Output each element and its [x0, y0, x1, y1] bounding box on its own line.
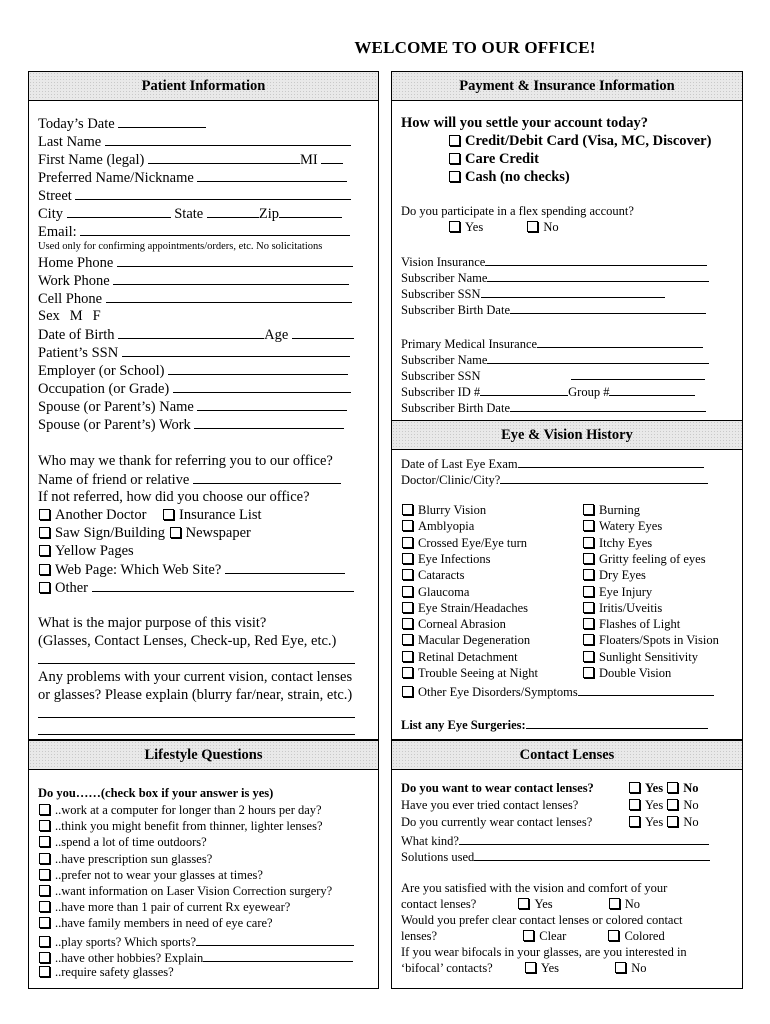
cash-checkbox[interactable]: Cash (no checks): [448, 168, 570, 186]
eye-vision-history-header: Eye & Vision History: [392, 420, 742, 450]
payment-insurance-header: Payment & Insurance Information: [392, 72, 742, 101]
referral-options-row-2: [38, 524, 251, 542]
lifestyle-item-checkbox[interactable]: ..spend a lot of time outdoors?: [38, 834, 207, 850]
newspaper-checkbox[interactable]: Newspaper: [169, 525, 251, 541]
cell-phone-field[interactable]: Cell Phone: [38, 289, 352, 308]
vision-subscriber-name-field[interactable]: Subscriber Name: [401, 268, 709, 286]
email-field[interactable]: Email:: [38, 222, 350, 241]
satisfied-question-1: Are you satisfied with the vision and comfort of your: [401, 881, 668, 895]
eye-symptom-checkbox[interactable]: Blurry Vision: [401, 502, 486, 518]
friend-name-field[interactable]: Name of friend or relative: [38, 470, 341, 489]
bifocal-yes-checkbox[interactable]: Yes: [524, 961, 559, 975]
patient-information-panel: [28, 71, 379, 740]
tried-contacts-yes-checkbox[interactable]: Yes: [628, 798, 663, 812]
medical-subscriber-birth-date-field[interactable]: Subscriber Birth Date: [401, 398, 706, 416]
saw-sign-checkbox[interactable]: Saw Sign/Building: [38, 525, 165, 541]
eye-symptom-checkbox[interactable]: Eye Infections: [401, 551, 491, 567]
current-contacts-answer: [628, 814, 699, 830]
lifestyle-item-checkbox[interactable]: ..think you might benefit from thinner, lighter lenses?: [38, 818, 323, 834]
doctor-clinic-field[interactable]: Doctor/Clinic/City?: [401, 470, 708, 488]
satisfied-yes-checkbox[interactable]: Yes: [517, 897, 552, 911]
web-page-checkbox[interactable]: Web Page: Which Web Site?: [38, 560, 345, 579]
other-eye-disorders-checkbox[interactable]: Other Eye Disorders/Symptoms: [401, 682, 714, 700]
subscriber-id-field[interactable]: Subscriber ID # Group #: [401, 382, 695, 400]
eye-symptom-checkbox[interactable]: Glaucoma: [401, 584, 469, 600]
spouse-work-field[interactable]: Spouse (or Parent’s) Work: [38, 415, 344, 434]
satisfied-row: contact lenses? Yes No: [401, 897, 641, 911]
first-name-field[interactable]: First Name (legal) MI: [38, 150, 343, 169]
vision-insurance-field[interactable]: Vision Insurance: [401, 252, 707, 270]
eye-symptom-checkbox[interactable]: Gritty feeling of eyes: [582, 551, 706, 567]
problems-question-2: or glasses? Please explain (blurry far/near, strain, etc.): [38, 687, 353, 703]
email-note: Used only for confirming appointments/orders, etc. No solicitations: [38, 241, 323, 252]
lifestyle-questions-panel: [28, 740, 379, 989]
colored-checkbox[interactable]: Colored: [607, 929, 664, 943]
yellow-pages-checkbox[interactable]: Yellow Pages: [38, 542, 134, 560]
last-name-field[interactable]: Last Name: [38, 132, 351, 151]
eye-symptom-checkbox[interactable]: Corneal Abrasion: [401, 616, 506, 632]
eye-surgeries-field[interactable]: List any Eye Surgeries:: [401, 715, 708, 733]
work-phone-field[interactable]: Work Phone: [38, 271, 349, 290]
lifestyle-item-checkbox[interactable]: ..have prescription sun glasses?: [38, 851, 212, 867]
lifestyle-item-checkbox[interactable]: ..work at a computer for longer than 2 hours per day?: [38, 802, 322, 818]
prefer-row: lenses? Clear Colored: [401, 929, 665, 943]
medical-subscriber-name-field[interactable]: Subscriber Name: [401, 350, 709, 368]
what-kind-field[interactable]: What kind?: [401, 831, 709, 849]
city-state-zip-field[interactable]: City State Zip: [38, 204, 342, 223]
current-contacts-question: Do you currently wear contact lenses?: [401, 815, 593, 829]
want-contacts-no-checkbox[interactable]: No: [666, 781, 698, 795]
purpose-question: What is the major purpose of this visit?: [38, 615, 267, 631]
eye-symptom-checkbox[interactable]: Crossed Eye/Eye turn: [401, 535, 527, 551]
eye-symptom-checkbox[interactable]: Trouble Seeing at Night: [401, 665, 538, 681]
employer-field[interactable]: Employer (or School): [38, 361, 348, 380]
referral-question: Who may we thank for referring you to our office?: [38, 453, 333, 469]
lifestyle-intro: Do you……(check box if your answer is yes): [38, 786, 274, 800]
patient-ssn-field[interactable]: Patient’s SSN: [38, 343, 350, 362]
lifestyle-item-checkbox[interactable]: ..play sports? Which sports?: [38, 932, 354, 950]
satisfied-no-checkbox[interactable]: No: [608, 897, 640, 911]
referral-options-row-1: [38, 506, 262, 524]
tried-contacts-no-checkbox[interactable]: No: [666, 798, 698, 812]
lifestyle-item-checkbox[interactable]: ..want information on Laser Vision Correction surgery?: [38, 883, 332, 899]
todays-date-field[interactable]: Today’s Date: [38, 114, 206, 133]
patient-information-header: Patient Information: [29, 72, 378, 101]
tried-contacts-answer: [628, 797, 699, 813]
care-credit-checkbox[interactable]: Care Credit: [448, 150, 539, 168]
lifestyle-item-checkbox[interactable]: ..prefer not to wear your glasses at times?: [38, 867, 263, 883]
flex-answer: [448, 219, 559, 235]
payment-insurance-panel: [391, 71, 743, 740]
insurance-list-checkbox[interactable]: Insurance List: [162, 507, 262, 523]
vision-subscriber-ssn-field[interactable]: Subscriber SSN: [401, 284, 665, 302]
eye-symptom-checkbox[interactable]: Eye Injury: [582, 584, 652, 600]
want-contacts-answer: [628, 780, 698, 796]
eye-symptom-checkbox[interactable]: Floaters/Spots in Vision: [582, 632, 719, 648]
home-phone-field[interactable]: Home Phone: [38, 253, 353, 272]
flex-no-checkbox[interactable]: No: [526, 220, 558, 234]
lifestyle-item-checkbox[interactable]: ..have family members in need of eye care?: [38, 915, 273, 931]
another-doctor-checkbox[interactable]: Another Doctor: [38, 507, 146, 523]
eye-symptom-checkbox[interactable]: Iritis/Uveitis: [582, 600, 662, 616]
page-title: WELCOME TO OUR OFFICE!: [354, 38, 596, 57]
contact-lenses-header: Contact Lenses: [392, 741, 742, 770]
eye-symptom-checkbox[interactable]: Sunlight Sensitivity: [582, 649, 698, 665]
want-contacts-question: Do you want to wear contact lenses?: [401, 781, 594, 795]
eye-symptom-checkbox[interactable]: Double Vision: [582, 665, 671, 681]
lifestyle-item-checkbox[interactable]: ..have other hobbies? Explain: [38, 948, 353, 966]
purpose-answer-line[interactable]: [38, 650, 355, 669]
credit-card-checkbox[interactable]: Credit/Debit Card (Visa, MC, Discover): [448, 132, 711, 150]
prefer-question-1: Would you prefer clear contact lenses or colored contact: [401, 913, 683, 927]
eye-symptom-checkbox[interactable]: Dry Eyes: [582, 567, 646, 583]
other-checkbox[interactable]: Other: [38, 578, 354, 597]
bifocal-question-1: If you wear bifocals in your glasses, are you interested in: [401, 945, 687, 959]
problems-question-1: Any problems with your current vision, contact lenses: [38, 669, 353, 685]
spouse-name-field[interactable]: Spouse (or Parent’s) Name: [38, 397, 347, 416]
street-field[interactable]: Street: [38, 186, 351, 205]
purpose-options: (Glasses, Contact Lenses, Check-up, Red Eye, etc.): [38, 633, 337, 649]
date-of-birth-field[interactable]: Date of Birth Age: [38, 325, 354, 344]
lifestyle-item-checkbox[interactable]: ..have more than 1 pair of current Rx eyewear?: [38, 899, 290, 915]
eye-symptom-checkbox[interactable]: Amblyopia: [401, 518, 474, 534]
settle-question: How will you settle your account today?: [401, 115, 649, 131]
current-contacts-yes-checkbox[interactable]: Yes: [628, 815, 663, 829]
sex-field[interactable]: Sex M F: [38, 308, 101, 324]
lifestyle-questions-header: Lifestyle Questions: [29, 741, 378, 770]
lifestyle-item-checkbox[interactable]: ..require safety glasses?: [38, 964, 174, 980]
occupation-field[interactable]: Occupation (or Grade): [38, 379, 351, 398]
eye-symptom-checkbox[interactable]: Macular Degeneration: [401, 632, 530, 648]
eye-symptom-checkbox[interactable]: Burning: [582, 502, 640, 518]
flex-yes-checkbox[interactable]: Yes: [448, 220, 483, 234]
flex-question: Do you participate in a flex spending account?: [401, 204, 634, 218]
last-eye-exam-field[interactable]: Date of Last Eye Exam: [401, 454, 704, 472]
clear-checkbox[interactable]: Clear: [522, 929, 566, 943]
want-contacts-yes-checkbox[interactable]: Yes: [628, 781, 663, 795]
preferred-name-field[interactable]: Preferred Name/Nickname: [38, 168, 347, 187]
bifocal-row: ‘bifocal’ contacts? Yes No: [401, 961, 647, 975]
primary-medical-insurance-field[interactable]: Primary Medical Insurance: [401, 334, 703, 352]
tried-contacts-question: Have you ever tried contact lenses?: [401, 798, 579, 812]
medical-subscriber-ssn-field[interactable]: Subscriber SSN: [401, 366, 705, 384]
eye-symptom-checkbox[interactable]: Cataracts: [401, 567, 465, 583]
vision-subscriber-birth-date-field[interactable]: Subscriber Birth Date: [401, 300, 706, 318]
eye-symptom-checkbox[interactable]: Flashes of Light: [582, 616, 680, 632]
problems-answer-line-2[interactable]: [38, 721, 355, 740]
solutions-used-field[interactable]: Solutions used: [401, 847, 710, 865]
bifocal-no-checkbox[interactable]: No: [614, 961, 646, 975]
eye-symptom-checkbox[interactable]: Watery Eyes: [582, 518, 662, 534]
eye-symptom-checkbox[interactable]: Itchy Eyes: [582, 535, 652, 551]
current-contacts-no-checkbox[interactable]: No: [666, 815, 698, 829]
eye-symptom-checkbox[interactable]: Retinal Detachment: [401, 649, 518, 665]
contact-lenses-panel: [391, 740, 743, 989]
eye-symptom-checkbox[interactable]: Eye Strain/Headaches: [401, 600, 528, 616]
not-referred-question: If not referred, how did you choose our office?: [38, 489, 310, 505]
